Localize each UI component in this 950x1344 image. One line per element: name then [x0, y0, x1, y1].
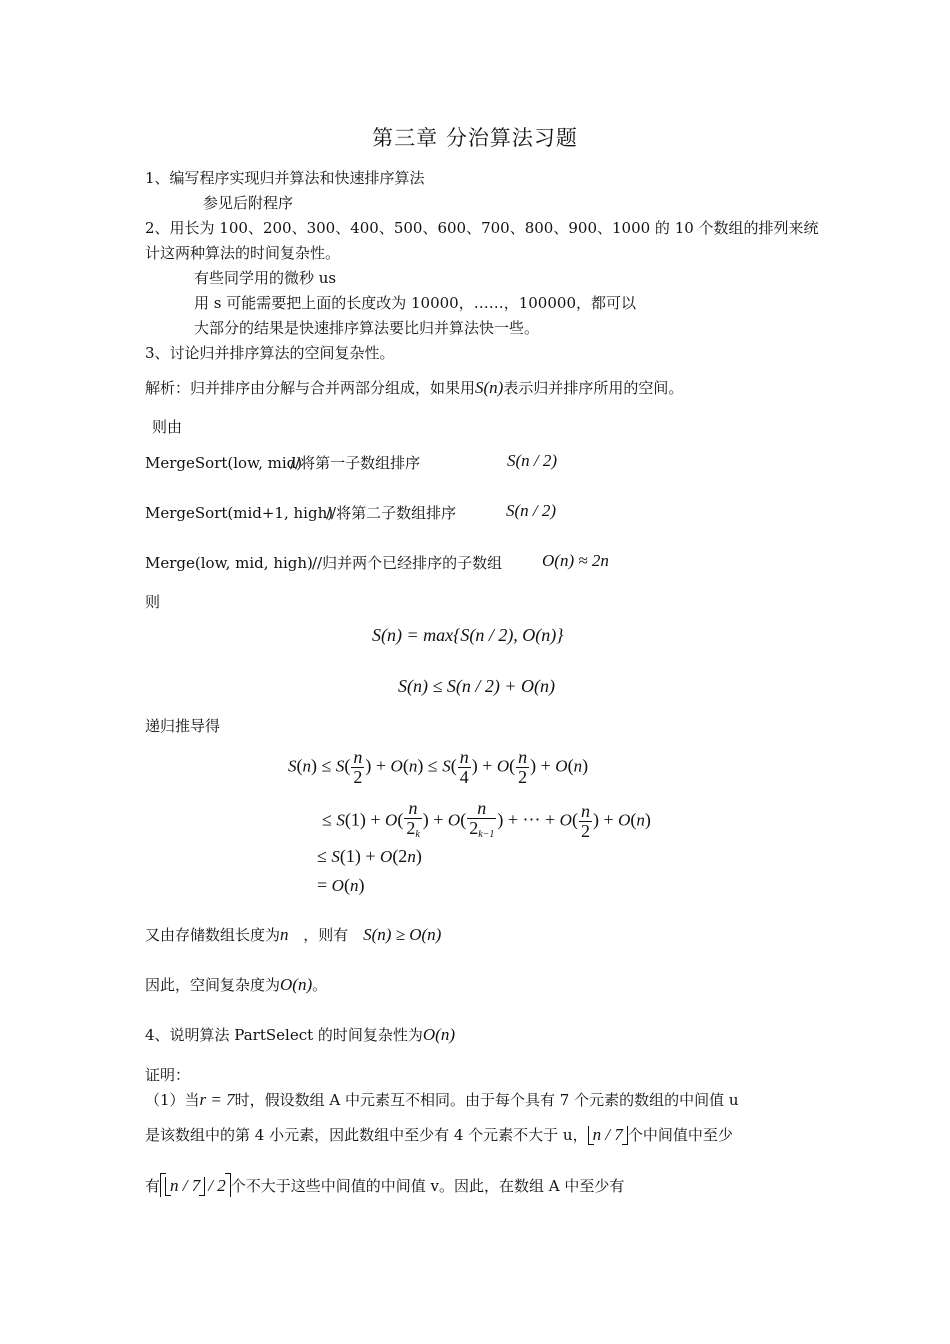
storage-line [145, 925, 441, 945]
derivation-line-4: = O(n) [317, 875, 365, 895]
storage-text-mid: ，则有 [303, 926, 349, 944]
proof-2-pre: 是该数组中的第 4 小元素，因此数组中至少有 4 个元素不大于 u， [145, 1126, 588, 1144]
question-2-line-1: 2、用长为 100、200、300、400、500、600、700、800、900、1000 的 10 个数组的排列来统 [145, 219, 819, 237]
then-text-2: 则 [145, 593, 161, 611]
call-comment: //将第二子数组排序 [326, 504, 457, 522]
proof-1-math: r = 7 [199, 1090, 235, 1109]
question-2-note-1: 有些同学用的微秒 us [194, 269, 337, 287]
question-4-text: 4、说明算法 PartSelect 的时间复杂性为 [145, 1026, 423, 1044]
call-cost: O(n) ≈ 2n [542, 551, 609, 570]
proof-line-1 [145, 1090, 739, 1110]
ceil-tail: / 2 [208, 1176, 226, 1195]
question-2-note-3: 大部分的结果是快速排序算法要比归并算法快一些。 [194, 319, 540, 337]
proof-line-3 [145, 1173, 624, 1197]
proof-label: 证明： [145, 1066, 191, 1084]
question-4 [145, 1025, 455, 1045]
derivation-line-2: ≤ S(1) + O( $\frac{n}{2_k}$ ) + O( $\frac{n}{2_{k-1}}$ ) + ··· + O( $\frac{n}{2}$ ) + O(n) [322, 798, 651, 841]
question-1-answer: 参见后附程序 [203, 194, 294, 212]
proof-1-pre: （1）当 [145, 1091, 200, 1109]
then-text-1: 则由 [152, 418, 183, 436]
floor-expression: n / 7 [588, 1126, 628, 1145]
derivation-line-1: S(n) ≤ S( $\frac{n}{2}$ ) + O(n) ≤ S( $\frac{n}{4}$ ) + O( $\frac{n}{2}$ ) + O(n) [288, 747, 589, 787]
proof-3-pre: 有 [145, 1177, 161, 1195]
proof-line-2 [145, 1125, 733, 1145]
question-3: 3、讨论归并排序算法的空间复杂性。 [145, 344, 395, 362]
call-code: MergeSort(low, mid) [145, 454, 303, 472]
call-row-3 [145, 551, 609, 573]
equation-inequality: S(n) ≤ S(n / 2) + O(n) [398, 676, 555, 696]
call-row-2 [145, 501, 557, 523]
call-comment: //将第一子数组排序 [290, 454, 421, 472]
question-2-note-2: 用 s 可能需要把上面的长度改为 10000，……，100000，都可以 [194, 294, 636, 312]
derivation-line-3: ≤ S(1) + O(2n) [317, 846, 422, 866]
analysis-text-post: 表示归并排序所用的空间。 [503, 379, 684, 397]
analysis-text-pre: 解析：归并排序由分解与合并两部分组成，如果用 [145, 379, 476, 397]
analysis-math: S(n) [475, 378, 504, 397]
question-1: 1、编写程序实现归并算法和快速排序算法 [145, 169, 425, 187]
conclusion-line [145, 975, 327, 995]
proof-1-post: 时，假设数组 A 中元素互不相同。由于每个具有 7 个元素的数组的中间值 u [234, 1091, 739, 1109]
storage-n: n [280, 925, 289, 944]
call-comment: //归并两个已经排序的子数组 [312, 554, 503, 572]
question-3-analysis [145, 378, 683, 398]
page-title: 第三章 分治算法习题 [372, 126, 578, 150]
call-code: MergeSort(mid+1, high) [145, 504, 334, 522]
proof-3-post: 个不大于这些中间值的中间值 v。因此，在数组 A 中至少有 [230, 1177, 625, 1195]
question-4-math: O(n) [422, 1025, 456, 1044]
ceil-expression [160, 1173, 231, 1197]
equation-max: S(n) = max{S(n / 2), O(n)} [372, 625, 564, 645]
conclusion-text-post: 。 [312, 976, 328, 994]
question-2-line-2: 计这两种算法的时间复杂性。 [145, 244, 341, 262]
conclusion-text-pre: 因此，空间复杂度为 [145, 976, 281, 994]
call-code: Merge(low, mid, high) [145, 554, 313, 572]
conclusion-math: O(n) [280, 975, 313, 994]
call-row-1 [145, 451, 558, 473]
call-cost: S(n / 2) [507, 451, 558, 470]
recursion-text: 递归推导得 [145, 717, 221, 735]
proof-2-post: 个中间值中至少 [627, 1126, 733, 1144]
inner-floor: n / 7 [165, 1177, 205, 1196]
storage-math: S(n) ≥ O(n) [363, 925, 442, 944]
storage-text-pre: 又由存储数组长度为 [145, 926, 281, 944]
call-cost: S(n / 2) [506, 501, 557, 520]
